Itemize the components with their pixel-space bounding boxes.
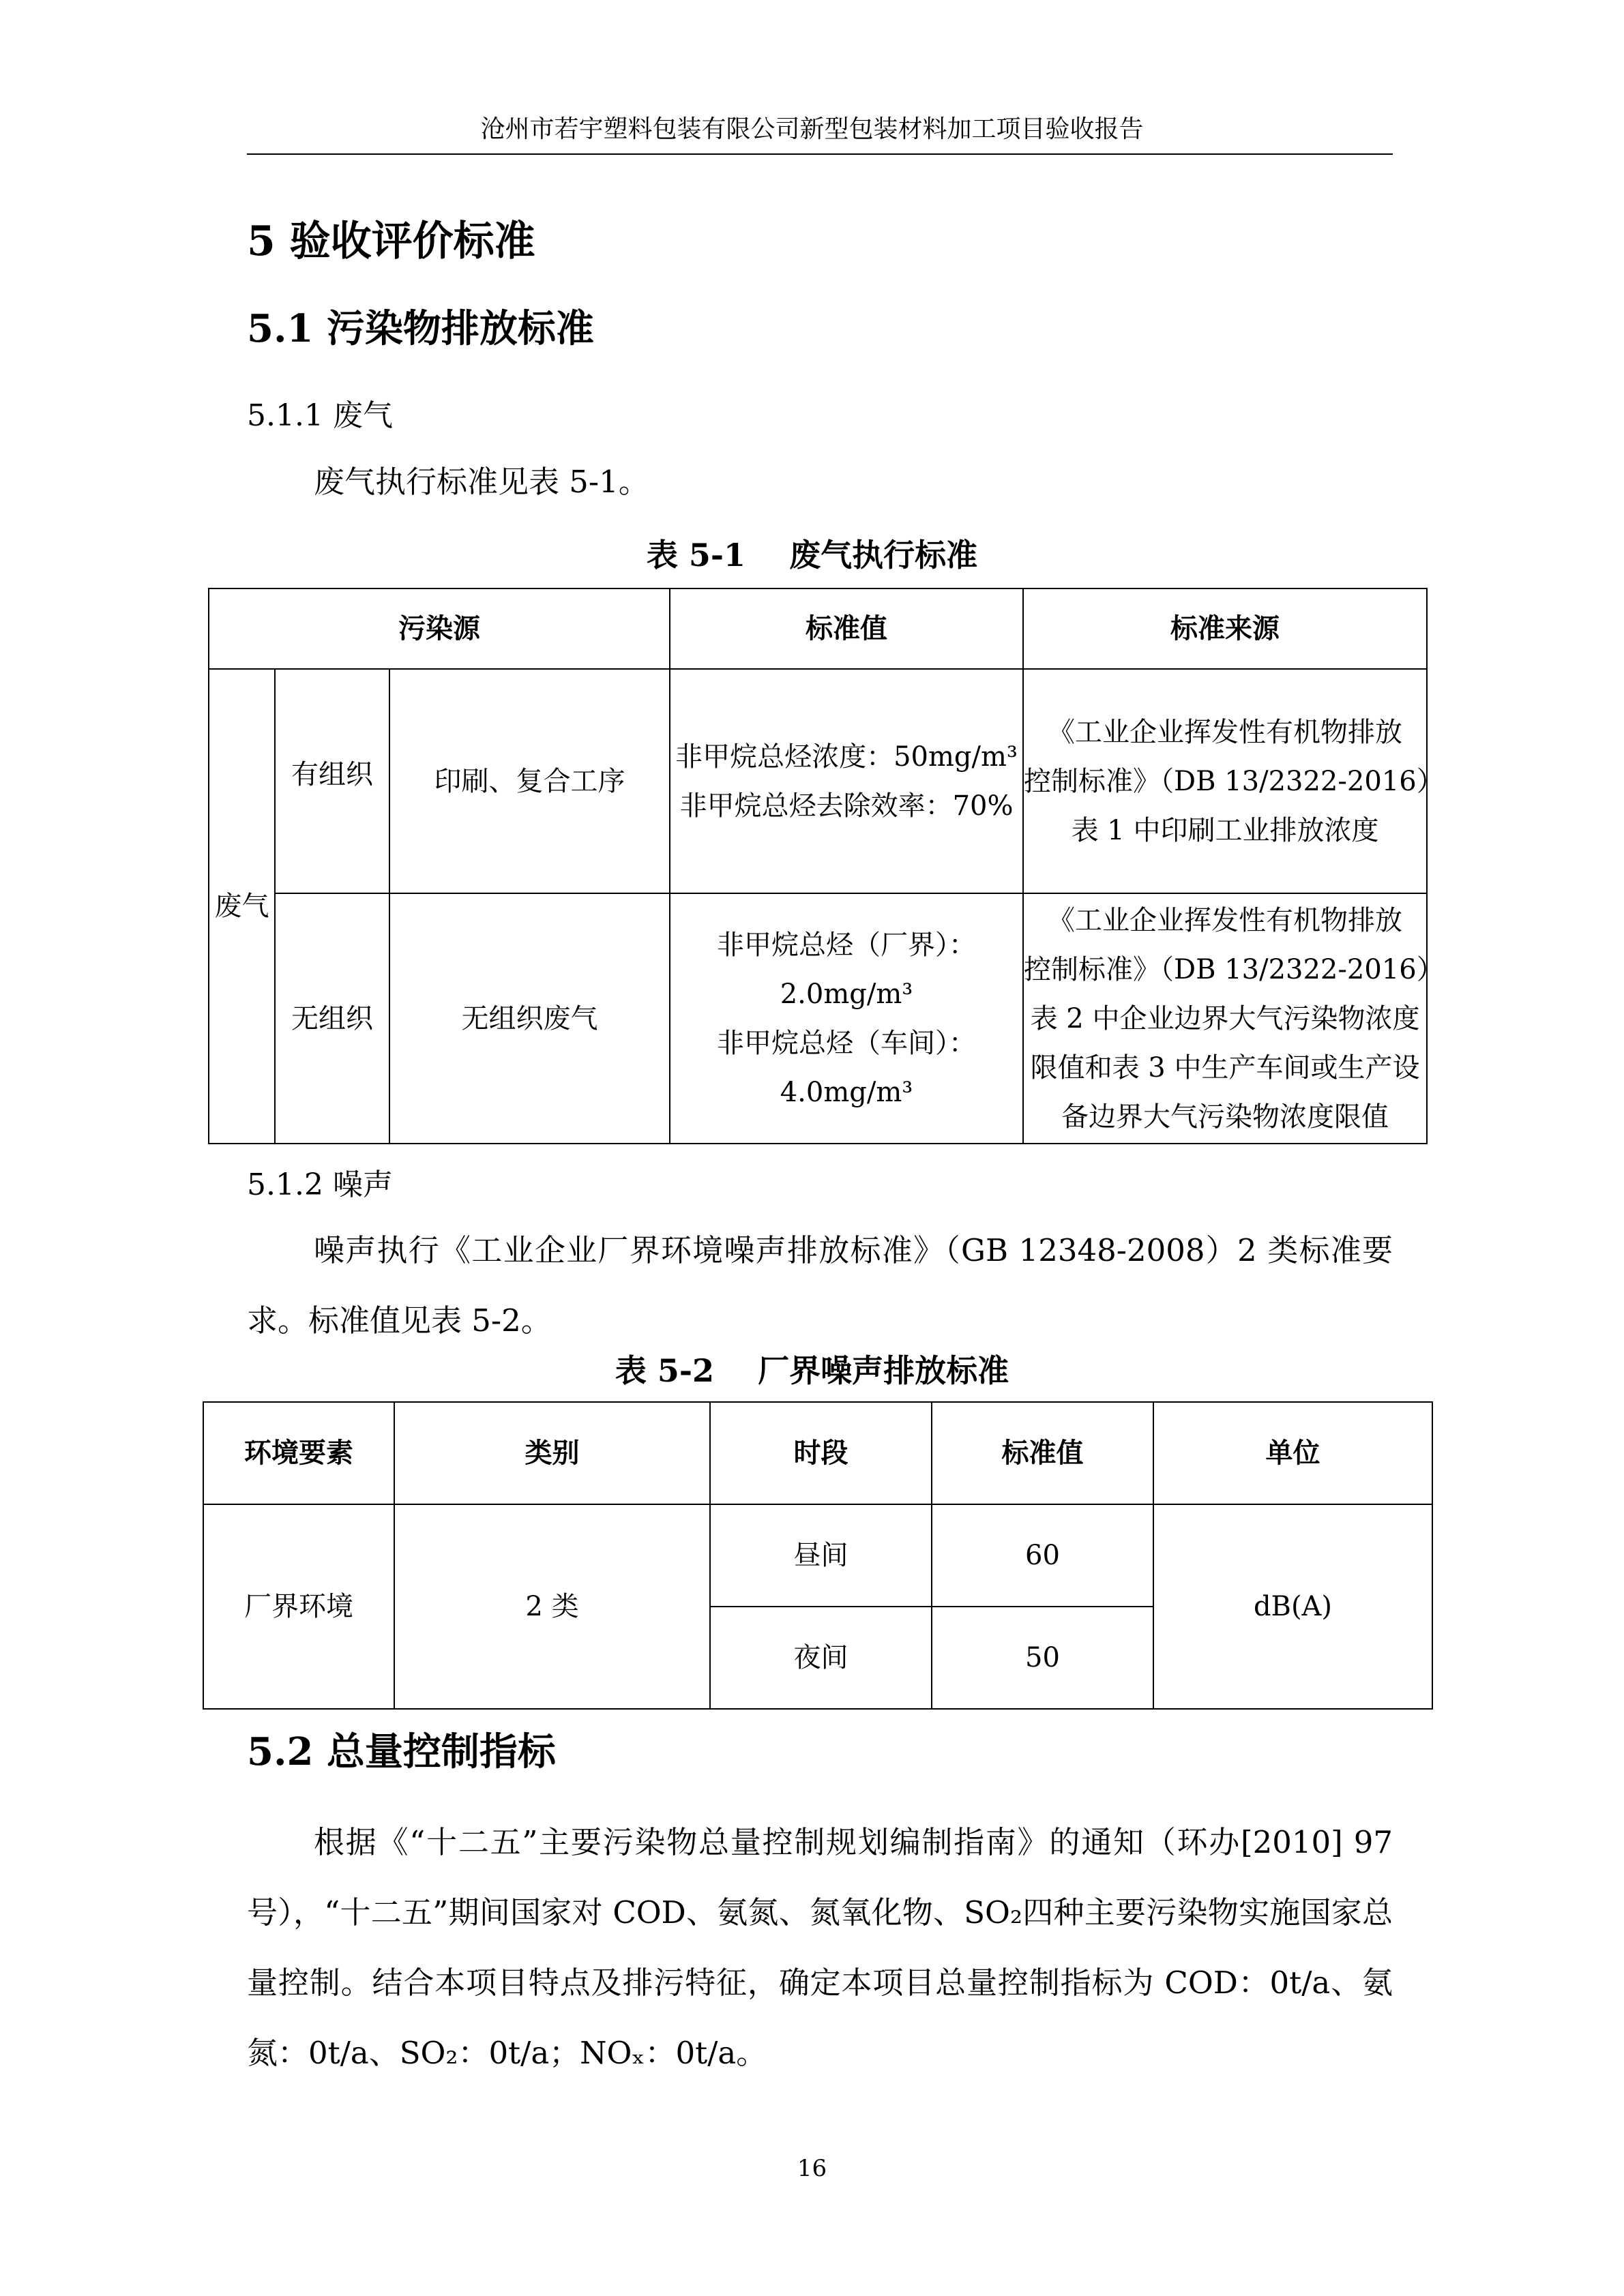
emission-type-cell: 有组织: [275, 669, 389, 893]
table-header-row: [209, 588, 1427, 669]
waste-gas-standard-table: [208, 588, 1444, 1144]
source-line: 表 1 中印刷工业排放浓度: [1071, 814, 1379, 846]
header-standard-value: 标准值: [932, 1402, 1153, 1504]
value-line: 非甲烷总烃浓度：50mg/m³: [675, 741, 1018, 773]
category-cell: 2 类: [394, 1504, 710, 1709]
page-number: 16: [797, 2155, 827, 2182]
section-5-1-1-heading: 5.1.1 废气: [247, 398, 393, 433]
header-standard-value: 标准值: [670, 588, 1023, 669]
noise-standard-table: [203, 1401, 1433, 1710]
standard-source-cell: [1023, 893, 1444, 1144]
table-header-row: [203, 1402, 1432, 1504]
source-line: 控制标准》（DB 13/2322-2016）: [1024, 953, 1444, 985]
section-5-heading: 5 验收评价标准: [247, 218, 535, 265]
category-cell: 废气: [209, 669, 275, 1144]
source-line: 备边界大气污染物浓度限值: [1061, 1101, 1389, 1133]
emission-source-cell: 无组织废气: [389, 893, 670, 1144]
value-line: 非甲烷总烃（厂界）：: [717, 929, 977, 961]
waste-gas-intro: 废气执行标准见表 5-1。: [314, 464, 649, 500]
period-cell: 夜间: [710, 1607, 932, 1709]
source-line: 限值和表 3 中生产车间或生产设: [1030, 1052, 1420, 1084]
standard-source-cell: [1023, 669, 1444, 893]
source-line: 《工业企业挥发性有机物排放: [1048, 716, 1403, 748]
source-line: 表 2 中企业边界大气污染物浓度: [1030, 1002, 1420, 1034]
header-pollution-source: 污染源: [209, 588, 670, 669]
period-cell: 昼间: [710, 1504, 932, 1607]
value-line: 非甲烷总烃去除效率：70%: [679, 790, 1014, 822]
noise-intro: 噪声执行《工业企业厂界环境噪声排放标准》（GB 12348-2008）2 类标准要求。标准值见表 5-2。: [247, 1232, 1393, 1339]
source-line: 《工业企业挥发性有机物排放: [1048, 904, 1403, 936]
table-row: [209, 893, 1427, 1144]
standard-value-cell: [670, 893, 1023, 1144]
table-5-2-caption: 表 5-2 厂界噪声排放标准: [615, 1352, 1009, 1389]
total-control-paragraph: 根据《“十二五”主要污染物总量控制规划编制指南》的通知（环办[2010] 97号），“十二五”期间国家对 COD、氨氮、氮氧化物、SO₂四种主要污染物实施国家总量控制。结合本项目特点及排污特征，确定本项目总量控制指标为 COD：0t/a、氨氮：0t/a、SO₂：0t/a；NOₓ：0t/a。: [247, 1824, 1393, 2071]
header-unit: 单位: [1153, 1402, 1432, 1504]
table-5-1-caption: 表 5-1 废气执行标准: [646, 537, 978, 573]
header-standard-source: 标准来源: [1023, 588, 1427, 669]
source-line: 控制标准》（DB 13/2322-2016）: [1024, 765, 1444, 797]
page-header-title: 沧州市若宇塑料包装有限公司新型包装材料加工项目验收报告: [480, 115, 1144, 143]
table-row: [203, 1504, 1432, 1607]
value-line: 4.0mg/m³: [780, 1076, 913, 1108]
standard-value-cell: 60: [932, 1504, 1153, 1607]
unit-cell: dB(A): [1153, 1504, 1432, 1709]
table-row: [209, 669, 1427, 893]
value-line: 非甲烷总烃（车间）：: [717, 1027, 977, 1059]
header-category: 类别: [394, 1402, 710, 1504]
environment-element-cell: 厂界环境: [203, 1504, 394, 1709]
section-5-1-2-heading: 5.1.2 噪声: [247, 1167, 393, 1202]
header-environment-element: 环境要素: [203, 1402, 394, 1504]
emission-type-cell: 无组织: [275, 893, 389, 1144]
standard-value-cell: [670, 669, 1023, 893]
value-line: 2.0mg/m³: [780, 978, 913, 1010]
emission-source-cell: 印刷、复合工序: [389, 669, 670, 893]
standard-value-cell: 50: [932, 1607, 1153, 1709]
section-5-1-heading: 5.1 污染物排放标准: [247, 306, 594, 351]
header-period: 时段: [710, 1402, 932, 1504]
header-divider: [247, 153, 1393, 155]
section-5-2-heading: 5.2 总量控制指标: [247, 1729, 556, 1774]
